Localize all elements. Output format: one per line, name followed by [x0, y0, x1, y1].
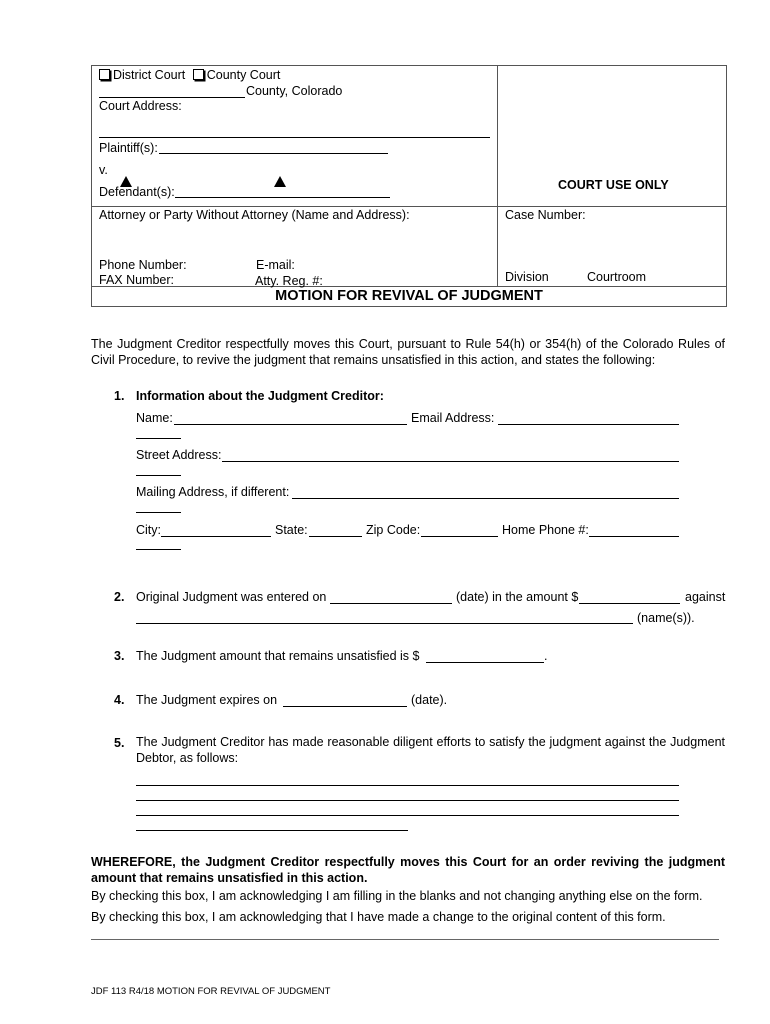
zip-code-label: Zip Code:: [366, 523, 421, 537]
courtroom-label: Courtroom: [587, 270, 647, 284]
efforts-line-2[interactable]: [136, 800, 679, 801]
item-5-text: The Judgment Creditor has made reasonable diligent efforts to satisfy the judgment against the Judgment Debtor, as follows:: [136, 735, 725, 765]
street-address-blank-continued[interactable]: [136, 475, 181, 476]
fax-label: FAX Number:: [99, 273, 175, 287]
district-court-label: District Court: [113, 68, 186, 82]
attorney-label: Attorney or Party Without Attorney (Name and Address):: [99, 208, 410, 222]
item-2-text-d: (name(s)).: [637, 611, 695, 625]
efforts-line-3[interactable]: [136, 815, 679, 816]
item-4-text-a: The Judgment expires on: [136, 693, 278, 707]
email-address-label: Email Address:: [411, 411, 495, 425]
division-label: Division: [505, 270, 549, 284]
zip-code-blank[interactable]: [421, 536, 498, 537]
acknowledge-changed-text: By checking this box, I am acknowledging that I have made a change to the original content of this form.: [91, 910, 666, 924]
judgment-against-blank[interactable]: [136, 623, 633, 624]
unsatisfied-amount-blank[interactable]: [426, 662, 544, 663]
street-address-label: Street Address:: [136, 448, 222, 462]
state-label: State:: [275, 523, 308, 537]
acknowledge-unchanged-row: [91, 889, 702, 903]
item-2-text-b: (date) in the amount $: [456, 590, 579, 604]
phone-label: Phone Number:: [99, 258, 187, 272]
defendants-label: Defendant(s):: [99, 185, 175, 199]
item-4-text-b: (date).: [411, 693, 448, 707]
district-court-checkbox[interactable]: [99, 69, 110, 80]
item-3-text: The Judgment amount that remains unsatisfied is $: [136, 649, 420, 663]
wherefore-paragraph: WHEREFORE, the Judgment Creditor respectfully moves this Court for an order reviving the judgment amount that remains unsatisfied in this action.: [91, 855, 725, 885]
item-1-number: 1.: [114, 389, 125, 403]
court-address-label: Court Address:: [99, 99, 182, 113]
county-colorado-label: County, Colorado: [246, 84, 343, 98]
efforts-line-1[interactable]: [136, 785, 679, 786]
home-phone-blank-continued[interactable]: [136, 549, 181, 550]
mailing-address-blank-continued[interactable]: [136, 512, 181, 513]
atty-reg-label: Atty. Reg. #:: [255, 274, 323, 288]
caption-row-line-1: [91, 206, 726, 207]
court-type-row: [99, 68, 280, 82]
county-court-checkbox[interactable]: [193, 69, 204, 80]
triangle-icon: [274, 176, 286, 187]
footer-divider: [91, 939, 719, 940]
judgment-date-blank[interactable]: [330, 603, 452, 604]
expiration-date-blank[interactable]: [283, 706, 407, 707]
home-phone-label: Home Phone #:: [502, 523, 589, 537]
court-address-blank[interactable]: [99, 137, 490, 138]
item-4-number: 4.: [114, 693, 125, 707]
name-blank-continued[interactable]: [136, 438, 181, 439]
email-address-blank[interactable]: [498, 424, 679, 425]
home-phone-blank[interactable]: [589, 536, 679, 537]
item-2-number: 2.: [114, 590, 125, 604]
plaintiffs-label: Plaintiff(s):: [99, 141, 158, 155]
county-name-blank[interactable]: [99, 97, 245, 98]
acknowledge-changed-row: [91, 910, 666, 924]
caption-row-line-2: [91, 286, 726, 287]
mailing-address-label: Mailing Address, if different:: [136, 485, 290, 499]
item-5-number: 5.: [114, 736, 125, 750]
county-court-label: County Court: [206, 68, 281, 82]
versus-label: v.: [99, 163, 108, 177]
street-address-blank[interactable]: [222, 461, 679, 462]
city-blank[interactable]: [161, 536, 271, 537]
acknowledge-unchanged-text: By checking this box, I am acknowledging I am filling in the blanks and not changing anything else on the form.: [91, 889, 703, 903]
case-number-label: Case Number:: [505, 208, 586, 222]
plaintiffs-blank[interactable]: [159, 153, 388, 154]
item-1-title: Information about the Judgment Creditor:: [136, 389, 384, 403]
item-3-period: .: [544, 649, 548, 663]
efforts-line-4[interactable]: [136, 830, 408, 831]
state-blank[interactable]: [309, 536, 362, 537]
name-blank[interactable]: [174, 424, 407, 425]
footer-text: JDF 113 R4/18 MOTION FOR REVIVAL OF JUDGMENT: [91, 986, 331, 997]
defendants-blank[interactable]: [175, 197, 390, 198]
item-2-text-c: against: [685, 590, 726, 604]
intro-paragraph: The Judgment Creditor respectfully moves this Court, pursuant to Rule 54(h) or 354(h) of the Colorado Rules of Civil Procedure, to revive the judgment that remains unsatisfied in this action, and states the following:: [91, 337, 725, 367]
court-use-only: COURT USE ONLY: [558, 178, 669, 192]
page-title: MOTION FOR REVIVAL OF JUDGMENT: [275, 288, 543, 304]
item-2-text-a: Original Judgment was entered on: [136, 590, 327, 604]
item-3-number: 3.: [114, 649, 125, 663]
mailing-address-blank[interactable]: [292, 498, 679, 499]
city-label: City:: [136, 523, 161, 537]
judgment-amount-blank[interactable]: [579, 603, 680, 604]
caption-divider: [497, 65, 498, 286]
email-label: E-mail:: [256, 258, 295, 272]
name-label: Name:: [136, 411, 173, 425]
